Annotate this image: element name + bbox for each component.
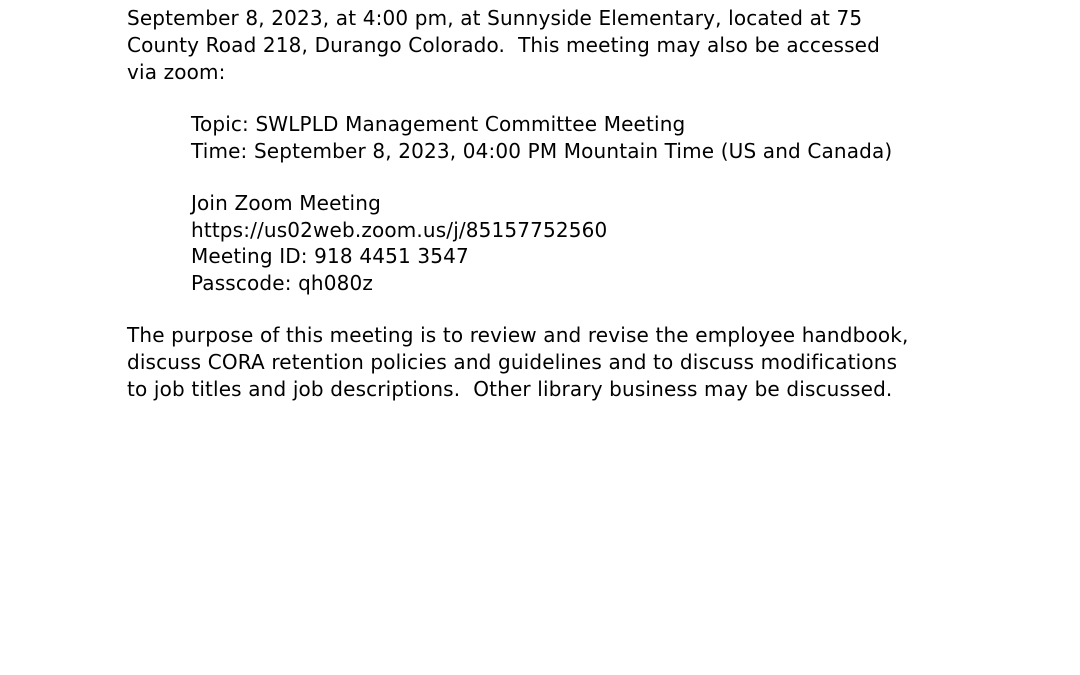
intro-line-2: County Road 218, Durango Colorado. This meeting may also be accessed bbox=[127, 33, 880, 57]
zoom-meeting-id: Meeting ID: 918 4451 3547 bbox=[191, 244, 469, 268]
purpose-line-3: to job titles and job descriptions. Other library business may be discussed. bbox=[127, 377, 893, 401]
zoom-join-label: Join Zoom Meeting bbox=[191, 191, 381, 215]
purpose-line-1: The purpose of this meeting is to review and revise the employee handbook, bbox=[127, 323, 909, 347]
intro-line-3: via zoom: bbox=[127, 60, 226, 84]
zoom-meeting-link[interactable]: https://us02web.zoom.us/j/85157752560 bbox=[191, 218, 608, 242]
purpose-line-2: discuss CORA retention policies and guidelines and to discuss modifications bbox=[127, 350, 898, 374]
zoom-topic: Topic: SWLPLD Management Committee Meeting bbox=[191, 112, 686, 136]
intro-line-1: September 8, 2023, at 4:00 pm, at Sunnyside Elementary, located at 75 bbox=[127, 6, 863, 30]
zoom-passcode: Passcode: qh080z bbox=[191, 271, 374, 295]
zoom-time: Time: September 8, 2023, 04:00 PM Mountain Time (US and Canada) bbox=[191, 139, 893, 163]
